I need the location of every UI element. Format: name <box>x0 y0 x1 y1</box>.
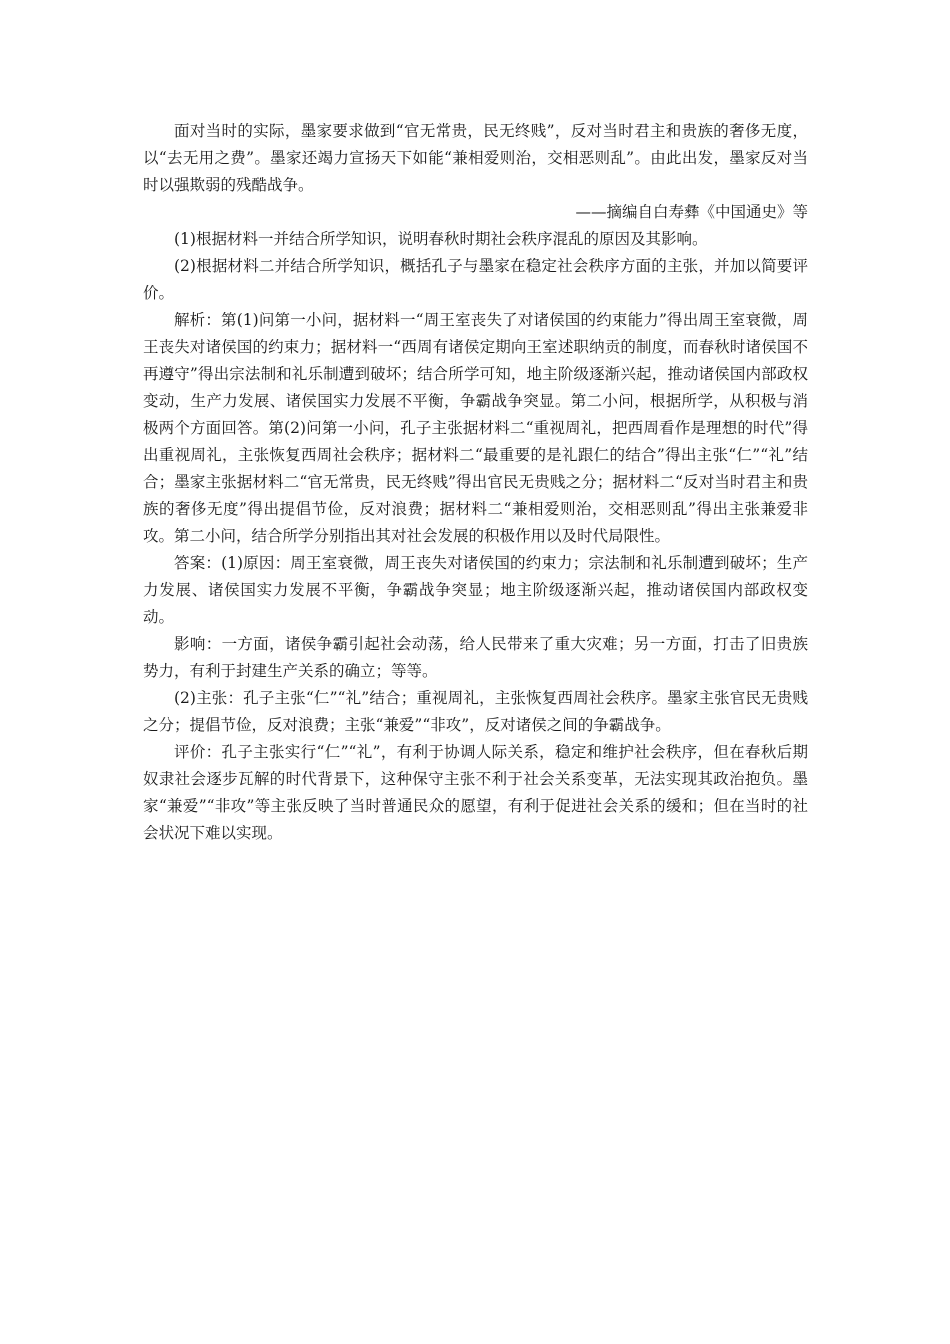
answer-2-paragraph: (2)主张：孔子主张“仁”“礼”结合；重视周礼，主张恢复西周社会秩序。墨家主张官民无贵贱之分；提倡节俭，反对浪费；主张“兼爱”“非攻”，反对诸侯之间的争霸战争。 <box>143 689 808 734</box>
source-citation: ——摘编自白寿彝《中国通史》等 <box>575 203 808 221</box>
influence-paragraph: 影响：一方面，诸侯争霸引起社会动荡，给人民带来了重大灾难；另一方面，打击了旧贵族势力，有利于封建生产关系的确立；等等。 <box>143 635 808 680</box>
material-paragraph: 面对当时的实际，墨家要求做到“官无常贵，民无终贱”，反对当时君主和贵族的奢侈无度，以“去无用之费”。墨家还竭力宣扬天下如能“兼相爱则治，交相恶则乱”。由此出发，墨家反对当时以强欺弱的残酷战争。 <box>143 122 808 194</box>
question-1: (1)根据材料一并结合所学知识，说明春秋时期社会秩序混乱的原因及其影响。 <box>174 230 708 248</box>
evaluation-paragraph: 评价：孔子主张实行“仁”“礼”，有利于协调人际关系，稳定和维护社会秩序，但在春秋后期奴隶社会逐步瓦解的时代背景下，这种保守主张不利于社会关系变革，无法实现其政治抱负。墨家“兼爱”“非攻”等主张反映了当时普通民众的愿望，有利于促进社会关系的缓和；但在当时的社会状况下难以实现。 <box>143 743 808 842</box>
answer-1-paragraph: 答案：(1)原因：周王室衰微，周王丧失对诸侯国的约束力；宗法制和礼乐制遭到破坏；生产力发展、诸侯国实力发展不平衡，争霸战争突显；地主阶级逐渐兴起，推动诸侯国内部政权变动。 <box>143 554 808 626</box>
document-page <box>143 118 808 847</box>
question-2: (2)根据材料二并结合所学知识，概括孔子与墨家在稳定社会秩序方面的主张，并加以简要评价。 <box>143 257 808 302</box>
analysis-paragraph: 解析：第(1)问第一小问，据材料一“周王室丧失了对诸侯国的约束能力”得出周王室衰微，周王丧失对诸侯国的约束力；据材料一“西周有诸侯定期向王室述职纳贡的制度，而春秋时诸侯国不再遵守”得出宗法制和礼乐制遭到破坏；结合所学可知，地主阶级逐渐兴起，推动诸侯国内部政权变动，生产力发展、诸侯国实力发展不平衡，争霸战争突显。第二小问，根据所学，从积极与消极两个方面回答。第(2)问第一小问，孔子主张据材料二“重视周礼，把西周看作是理想的时代”得出重视周礼，主张恢复西周社会秩序；据材料二“最重要的是礼跟仁的结合”得出主张“仁”“礼”结合；墨家主张据材料二“官无常贵，民无终贱”得出官民无贵贱之分；据材料二“反对当时君主和贵族的奢侈无度”得出提倡节俭，反对浪费；据材料二“兼相爱则治，交相恶则乱”得出主张兼爱非攻。第二小问，结合所学分别指出其对社会发展的积极作用以及时代局限性。 <box>143 311 808 545</box>
